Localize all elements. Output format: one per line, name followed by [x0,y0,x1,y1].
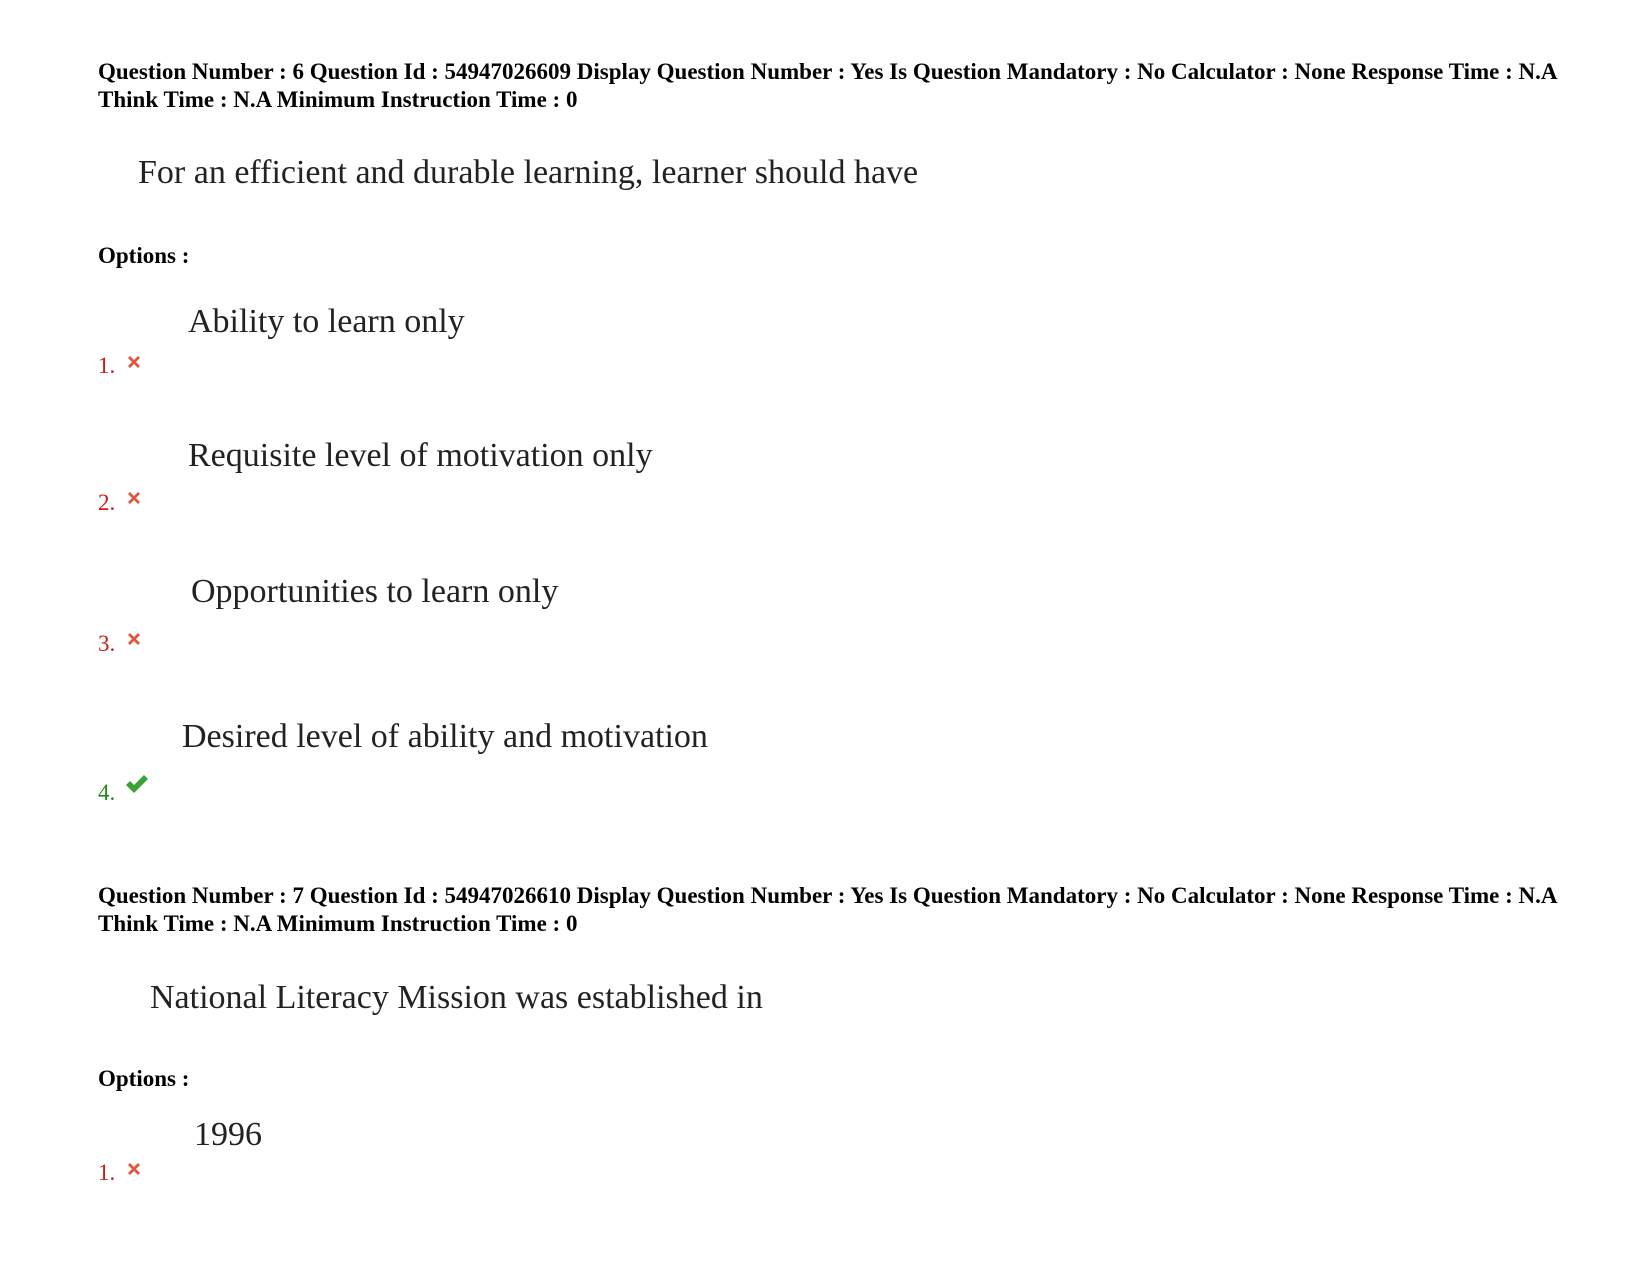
option-text: Requisite level of motivation only [188,437,653,474]
option-text: Ability to learn only [188,303,465,340]
cross-icon [124,352,144,372]
question-stem-image: National Literacy Mission was established in [150,979,763,1016]
option-number: 3. [98,631,116,656]
option-number: 1. [98,1160,116,1185]
option-text: Desired level of ability and motivation [182,718,708,755]
question-stem-image: For an efficient and durable learning, learner should have [138,154,919,191]
option-text: 1996 [194,1116,262,1153]
cross-icon [124,629,144,649]
question-meta: Question Number : 7 Question Id : 54947026610 Display Question Number : Yes Is Question Mandatory : No Calculator : None Response Time : N.A Think Time : N.A Minimum Instruction Time : 0 [98,883,1557,936]
options-label: Options : [98,243,190,268]
cross-icon [124,488,144,508]
option-number: 1. [98,353,116,378]
option-number: 4. [98,780,116,805]
option-number: 2. [98,490,116,515]
option-text: Opportunities to learn only [191,573,559,610]
checkmark-icon [124,774,150,794]
options-label: Options : [98,1066,190,1091]
cross-icon [124,1159,144,1179]
question-meta: Question Number : 6 Question Id : 54947026609 Display Question Number : Yes Is Question Mandatory : No Calculator : None Response Time : N.A Think Time : N.A Minimum Instruction Time : 0 [98,59,1557,112]
